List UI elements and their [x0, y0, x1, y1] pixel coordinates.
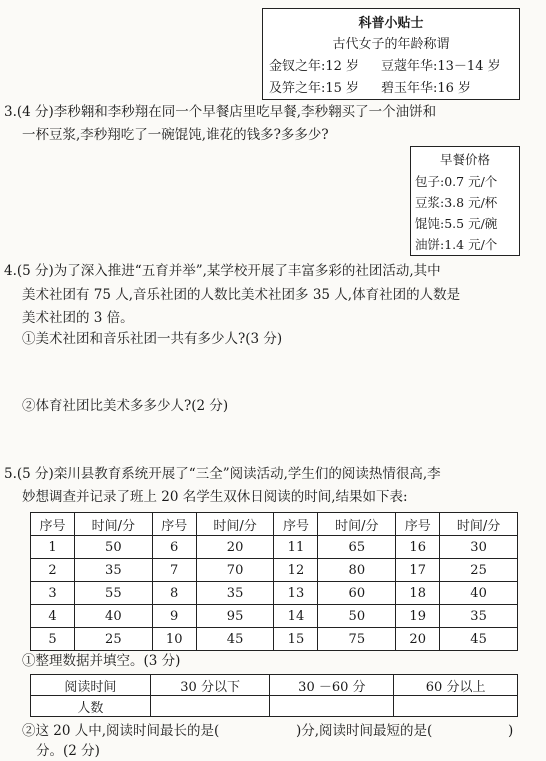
price-item: 馄饨:5.5 元/碗	[415, 216, 498, 231]
tips-row1-left: 金钗之年:12 岁	[269, 59, 360, 74]
q5-sub2-start: ②这 20 人中,阅读时间最长的是(	[22, 723, 220, 739]
table-cell: 10	[152, 628, 196, 651]
table-cell: 35	[440, 605, 518, 628]
column-header: 时间/分	[440, 513, 518, 536]
summary-table	[30, 674, 518, 717]
table-cell: 19	[396, 605, 440, 628]
table-cell: 11	[274, 536, 318, 559]
q4-sub1: ①美术社团和音乐社团一共有多少人?(3 分)	[22, 331, 283, 347]
table-cell: 75	[318, 628, 396, 651]
table-cell: 2	[31, 559, 75, 582]
tips-row1-right: 豆蔻年华:13－14 岁	[381, 59, 501, 74]
table-cell: 3	[31, 582, 75, 605]
summary-row-label: 人数	[31, 696, 151, 717]
summary-header: 30 －60 分	[270, 675, 394, 696]
table-cell: 16	[396, 536, 440, 559]
table-cell: 35	[196, 582, 274, 605]
table-cell: 50	[318, 605, 396, 628]
table-cell: 15	[274, 628, 318, 651]
price-item: 油饼:1.4 元/个	[415, 237, 498, 252]
table-cell: 20	[396, 628, 440, 651]
table-cell: 17	[396, 559, 440, 582]
table-cell: 1	[31, 536, 75, 559]
breakfast-price-box	[410, 146, 520, 256]
q4-line3: 美术社团的 3 倍。	[22, 310, 134, 326]
price-item: 豆浆:3.8 元/杯	[415, 195, 498, 210]
price-title: 早餐价格	[439, 152, 490, 167]
answer-cell[interactable]	[150, 696, 270, 717]
q4-line2: 美术社团有 75 人,音乐社团的人数比美术社团多 35 人,体育社团的人数是	[22, 287, 461, 303]
table-cell: 65	[318, 536, 396, 559]
table-cell: 5	[31, 628, 75, 651]
table-cell: 45	[196, 628, 274, 651]
column-header: 序号	[396, 513, 440, 536]
tips-row2-right: 碧玉年华:16 岁	[381, 81, 472, 96]
q4-sub2: ②体育社团比美术多多少人?(2 分)	[22, 398, 229, 414]
table-cell: 50	[74, 536, 152, 559]
table-row	[31, 628, 518, 651]
table-cell: 4	[31, 605, 75, 628]
table-cell: 13	[274, 582, 318, 605]
tips-row2-left: 及笄之年:15 岁	[269, 81, 360, 96]
answer-cell[interactable]	[394, 696, 518, 717]
table-cell: 45	[440, 628, 518, 651]
summary-header: 60 分以上	[394, 675, 518, 696]
table-cell: 18	[396, 582, 440, 605]
q5-sub2-mid: )分,阅读时间最短的是(	[296, 723, 433, 739]
table-cell: 9	[152, 605, 196, 628]
table-cell: 30	[440, 536, 518, 559]
column-header: 序号	[152, 513, 196, 536]
table-cell: 40	[440, 582, 518, 605]
table-cell: 25	[74, 628, 152, 651]
tips-subtitle: 古代女子的年龄称谓	[332, 37, 450, 52]
table-row	[31, 605, 518, 628]
tips-title: 科普小贴士	[358, 16, 424, 31]
table-cell: 40	[74, 605, 152, 628]
q3-line2: 一杯豆浆,李秒翔吃了一碗馄饨,谁花的钱多?多多少?	[22, 127, 329, 143]
table-cell: 12	[274, 559, 318, 582]
table-cell: 20	[196, 536, 274, 559]
q4-line1: 4.(5 分)为了深入推进“五育并举”,某学校开展了丰富多彩的社团活动,其中	[4, 263, 441, 279]
table-cell: 35	[74, 559, 152, 582]
q3-line1: 3.(4 分)李秒翱和李秒翔在同一个早餐店里吃早餐,李秒翱买了一个油饼和	[4, 104, 437, 120]
column-header: 序号	[274, 513, 318, 536]
table-row	[31, 582, 518, 605]
table-row	[31, 559, 518, 582]
answer-cell[interactable]	[270, 696, 394, 717]
table-cell: 70	[196, 559, 274, 582]
q5-line2: 妙想调查并记录了班上 20 名学生双休日阅读的时间,结果如下表:	[22, 489, 408, 505]
q5-line1: 5.(5 分)栾川县教育系统开展了“三全”阅读活动,学生们的阅读热情很高,李	[4, 466, 441, 482]
table-header-row	[31, 513, 518, 536]
column-header: 序号	[31, 513, 75, 536]
table-cell: 60	[318, 582, 396, 605]
summary-header: 阅读时间	[31, 675, 151, 696]
table-cell: 7	[152, 559, 196, 582]
summary-header-row	[31, 675, 518, 696]
q5-sub2-end: )	[508, 723, 514, 739]
column-header: 时间/分	[318, 513, 396, 536]
summary-count-row	[31, 696, 518, 717]
reading-time-table	[30, 512, 518, 651]
column-header: 时间/分	[74, 513, 152, 536]
science-tips-box	[262, 8, 520, 100]
q5-sub2-line2: 分。(2 分)	[36, 743, 100, 759]
table-cell: 14	[274, 605, 318, 628]
table-cell: 8	[152, 582, 196, 605]
price-item: 包子:0.7 元/个	[415, 174, 498, 189]
table-cell: 95	[196, 605, 274, 628]
table-row	[31, 536, 518, 559]
table-cell: 25	[440, 559, 518, 582]
column-header: 时间/分	[196, 513, 274, 536]
summary-header: 30 分以下	[150, 675, 270, 696]
table-cell: 80	[318, 559, 396, 582]
table-cell: 6	[152, 536, 196, 559]
q5-sub1: ①整理数据并填空。(3 分)	[22, 653, 181, 669]
table-cell: 55	[74, 582, 152, 605]
